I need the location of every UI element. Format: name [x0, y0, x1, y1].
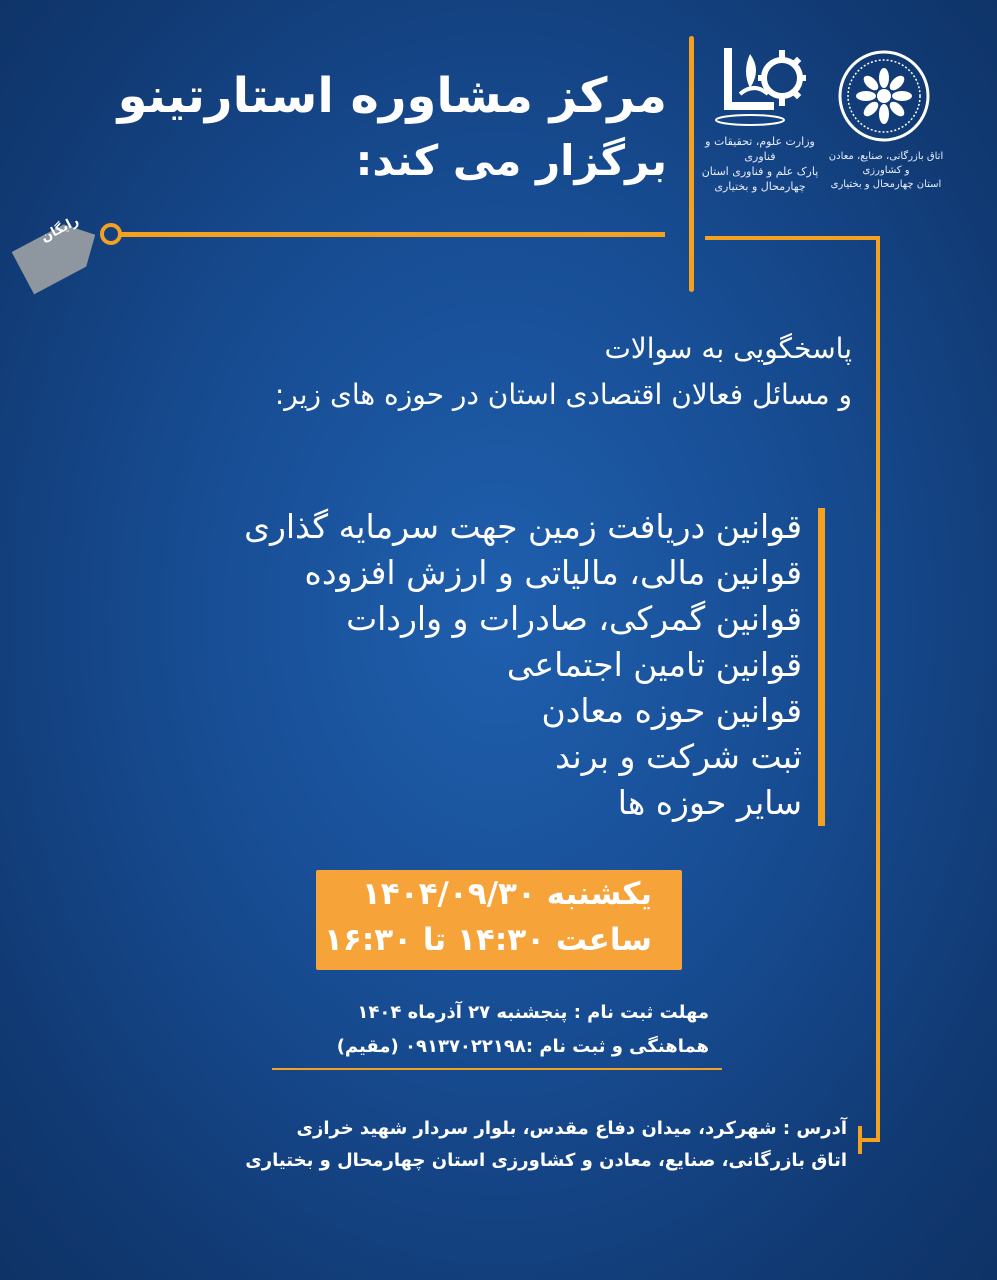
list-item: ثبت شرکت و برند [555, 737, 802, 776]
chamber-caption: اتاق بازرگانی، صنایع، معادن و کشاورزی استان چهارمحال و بختیاری [828, 151, 944, 190]
list-item: قوانین حوزه معادن [541, 691, 802, 730]
header-horizontal-divider [120, 232, 665, 237]
registration-contact: هماهنگی و ثبت نام :۰۹۱۳۷۰۲۲۱۹۸ (مقیم) [336, 1036, 709, 1057]
page-subtitle: برگزار می کند: [355, 136, 667, 185]
page-title: مرکز مشاوره استارتینو [117, 68, 667, 124]
address-line-1: آدرس : شهرکرد، میدان دفاع مقدس، بلوار سردار شهید خرازی [296, 1118, 847, 1139]
list-item: قوانین دریافت زمین جهت سرمایه گذاری [244, 507, 802, 546]
free-tag-label: رایگان [38, 213, 82, 246]
frame-top-line [705, 236, 879, 240]
frame-bottom-line [860, 1138, 880, 1142]
frame-hook-line [858, 1126, 862, 1154]
event-date: یکشنبه ۱۴۰۴/۰۹/۳۰ [361, 876, 652, 912]
registration-underline [272, 1068, 722, 1070]
science-park-caption: وزارت علوم، تحقیقات و فناوری پارک علم و فناوری استان چهارمحال و بختیاری [701, 135, 819, 193]
list-item: سایر حوزه ها [617, 783, 802, 822]
intro-line-2: و مسائل فعالان اقتصادی استان در حوزه های زیر: [274, 378, 852, 411]
intro-line-1: پاسخگویی به سوالات [604, 332, 852, 365]
header-vertical-divider [689, 36, 694, 292]
chamber-of-commerce-logo [836, 48, 932, 144]
event-time: ساعت ۱۴:۳۰ تا ۱۶:۳۰ [324, 922, 652, 958]
list-item: قوانین تامین اجتماعی [506, 645, 802, 684]
address-line-2: اتاق بازرگانی، صنایع، معادن و کشاورزی استان چهارمحال و بختیاری [245, 1150, 847, 1171]
science-park-logo [710, 42, 810, 130]
list-item: قوانین مالی، مالیاتی و ارزش افزوده [304, 553, 802, 592]
topics-accent-bar [818, 508, 825, 826]
frame-right-line [876, 236, 880, 1140]
list-item: قوانین گمرکی، صادرات و واردات [346, 599, 802, 638]
topics-list [244, 504, 802, 826]
divider-ring [100, 223, 122, 245]
registration-deadline: مهلت ثبت نام : پنجشنبه ۲۷ آذرماه ۱۴۰۴ [357, 1002, 709, 1023]
